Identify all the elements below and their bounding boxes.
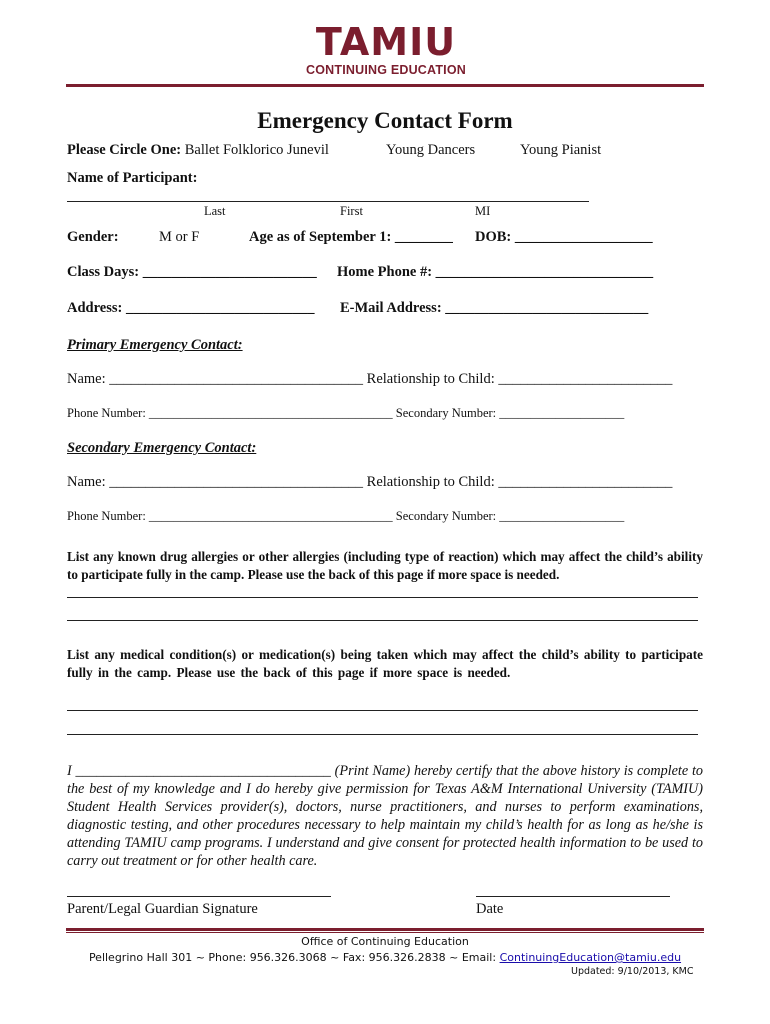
footer-office: Office of Continuing Education <box>301 935 469 948</box>
gender-value[interactable]: M or F <box>159 229 200 245</box>
home-phone-field[interactable]: Home Phone #: ______________________________ <box>337 264 654 280</box>
program-row <box>67 142 329 159</box>
dob-field[interactable]: DOB: ___________________ <box>475 229 653 245</box>
form-title: Emergency Contact Form <box>257 108 513 133</box>
allergies-line-2[interactable] <box>67 620 698 621</box>
gender-label: Gender: <box>67 229 119 245</box>
secondary-name-relationship-field[interactable]: Name: ___________________________________ Relationship to Child: ________________________ <box>67 474 673 490</box>
class-days-field[interactable]: Class Days: ________________________ <box>67 264 317 280</box>
footer-rule <box>66 928 704 931</box>
footer-rule-thin <box>66 932 704 933</box>
address-field[interactable]: Address: __________________________ <box>67 300 315 316</box>
name-part-first: First <box>340 204 363 218</box>
program-young-dancers[interactable]: Young Dancers <box>386 142 476 158</box>
date-line[interactable] <box>476 896 670 897</box>
program-young-pianist[interactable]: Young Pianist <box>520 142 602 158</box>
guardian-signature-line[interactable] <box>67 896 331 897</box>
circle-one-label: Please Circle One: <box>67 142 182 158</box>
footer-contact <box>0 951 770 964</box>
logo-wordmark: TAMIU <box>315 20 457 64</box>
header-rule <box>66 84 704 87</box>
primary-name-relationship-field[interactable]: Name: ___________________________________ Relationship to Child: ________________________ <box>67 371 673 387</box>
medical-line-1[interactable] <box>67 710 698 711</box>
tamiu-logo <box>300 22 472 77</box>
email-field[interactable]: E-Mail Address: ____________________________ <box>340 300 649 316</box>
secondary-phone-field[interactable]: Phone Number: _______________________________________ Secondary Number: ____________________ <box>67 509 625 523</box>
name-part-last: Last <box>204 204 226 218</box>
footer-email-link[interactable]: ContinuingEducation@tamiu.edu <box>499 951 682 964</box>
primary-phone-field[interactable]: Phone Number: _______________________________________ Secondary Number: ____________________ <box>67 406 625 420</box>
allergies-line-1[interactable] <box>67 597 698 598</box>
guardian-signature-label: Parent/Legal Guardian Signature <box>67 901 258 917</box>
medical-line-2[interactable] <box>67 734 698 735</box>
primary-contact-heading: Primary Emergency Contact: <box>67 337 243 353</box>
certification-statement: I ____________________________________ (Print Name) hereby certify that the above history is complete to the best of my knowledge and I do hereby give permission for Texas A&M International University (TAMIU) Student Health Services provider(s), doctors, nurse practitioners, and nurses to perform examinations, diagnostic testing, and other procedures necessary to help maintain my child’s health for as long as he/she is attending TAMIU camp programs. I understand and give consent for protected health information to be used to carry out treatment or for other health care. <box>67 763 703 869</box>
footer-updated: Updated: 9/10/2013, KMC <box>571 966 694 977</box>
age-field[interactable]: Age as of September 1: ________ <box>249 229 453 245</box>
footer-contact-text: Pellegrino Hall 301 ~ Phone: 956.326.3068 ~ Fax: 956.326.2838 ~ Email: <box>88 951 500 964</box>
program-ballet[interactable]: Ballet Folklorico Junevil <box>184 142 329 158</box>
medical-instructions: List any medical condition(s) or medication(s) being taken which may affect the child’s ability to participate fully in the camp. Please use the back of this page if more space is needed. <box>67 647 703 680</box>
allergies-instructions: List any known drug allergies or other allergies (including type of reaction) which may affect the child’s ability to participate fully in the camp. Please use the back of this page if more space is needed. <box>67 549 703 582</box>
secondary-contact-heading: Secondary Emergency Contact: <box>67 440 257 456</box>
participant-name-label: Name of Participant: <box>67 170 198 186</box>
date-label: Date <box>476 901 504 917</box>
participant-name-field[interactable] <box>67 201 589 202</box>
name-part-mi: MI <box>475 204 491 218</box>
logo-subtitle: CONTINUING EDUCATION <box>305 63 466 77</box>
